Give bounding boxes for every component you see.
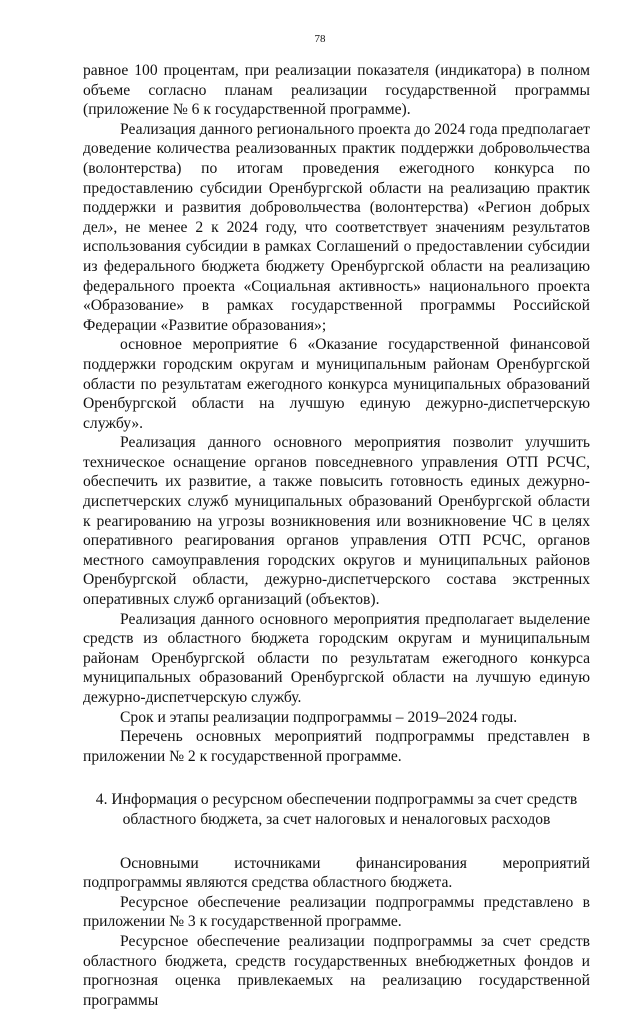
paragraph: Основными источниками финансирования мероприятий подпрограммы являются средства областного бюджета. (83, 854, 590, 892)
paragraph: Реализация данного основного мероприятия предполагает выделение средств из областного бюджета городским округам и муниципальным районам Оренбургской области по результатам ежегодного конкурса муниципальных образований Оренбургской области на лучшую единую дежурно-диспетчерскую службу. (83, 610, 590, 706)
document-body (83, 61, 590, 1010)
paragraph: Реализация данного основного мероприятия позволит улучшить техническое оснащение органов повседневного управления ОТП РСЧС, обеспечить их развитие, а также повысить готовность единых дежурно-диспетчерских служб муниципальных образований Оренбургской области к реагированию на угрозы возникновения или возникновение ЧС в целях оперативного реагирования органов управления ОТП РСЧС, органов местного самоуправления городских округов и муниципальных районов Оренбургской области, дежурно-диспетчерского состава экстренных оперативных служб организаций (объектов). (83, 434, 590, 609)
page-number: 78 (314, 33, 326, 45)
paragraph: Ресурсное обеспечение реализации подпрограммы за счет средств областного бюджета, средств государственных внебюджетных фондов и прогнозная оценка привлекаемых на реализацию государственной программы (83, 932, 590, 1009)
paragraph: Перечень основных мероприятий подпрограммы представлен в приложении № 2 к государственной программе. (83, 728, 590, 765)
paragraph: Ресурсное обеспечение реализации подпрограммы представлено в приложении № 3 к государственной программе. (83, 893, 590, 931)
section-heading (83, 790, 590, 829)
paragraph: Реализация данного регионального проекта до 2024 года предполагает доведение количества реализованных практик поддержки добровольчества (волонтерства) по итогам проведения ежегодного конкурса по предоставлению субсидии Оренбургской области на реализацию практик поддержки и развития добровольчества (волонтерства) «Регион добрых дел», не менее 2 к 2024 году, что соответствует значениям результатов использования субсидии в рамках Соглашений о предоставлении субсидии из федерального бюджета бюджету Оренбургской области на реализацию федерального проекта «Социальная активность» национального проекта «Образование» в рамках государственной программы Российской Федерации «Развитие образования»; (83, 120, 590, 334)
section-heading-line: 4. Информация о ресурсном обеспечении подпрограммы за счет средств (95, 791, 578, 809)
paragraph: основное мероприятие 6 «Оказание государственной финансовой поддержки городским округам и муниципальным районам Оренбургской области по результатам ежегодного конкурса муниципальных образований Оренбургской области на лучшую единую дежурно-диспетчерскую службу». (83, 336, 590, 432)
section-heading-line: областного бюджета, за счет налоговых и неналоговых расходов (122, 810, 551, 828)
paragraph: равное 100 процентам, при реализации показателя (индикатора) в полном объеме согласно планам реализации государственной программы (приложение № 6 к государственной программе). (83, 62, 590, 119)
paragraph: Срок и этапы реализации подпрограммы – 2019–2024 годы. (120, 708, 518, 726)
